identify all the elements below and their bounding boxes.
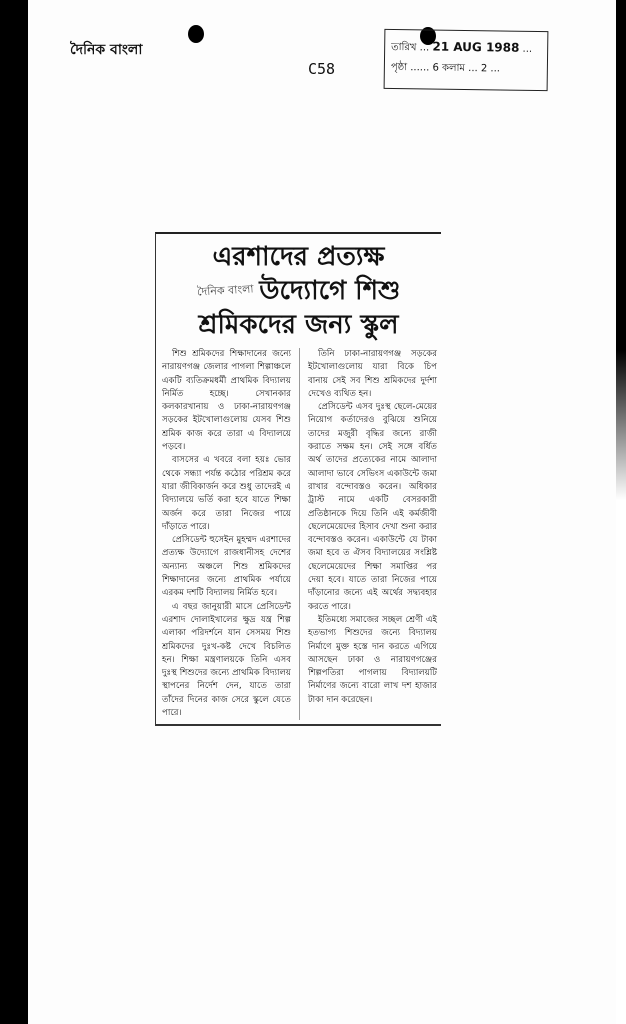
scan-edge-left [0, 0, 28, 1024]
headline-line: শ্রমিকদের জন্য স্কুল [198, 310, 399, 340]
news-clipping [155, 232, 441, 726]
clipping-code: C58 [308, 60, 336, 78]
date-value: 21 AUG 1988 [432, 39, 520, 55]
paragraph: তিনি ঢাকা-নারায়ণগঞ্জ সড়কের ইটখোলাগুলোয় যারা বিকে চিপ বানায় সেই সব শিশু শ্রমিকদের দুর্দশা দেখেও ব্যথিত হন। [308, 349, 437, 399]
paragraph: এ বছর জানুয়ারী মাসে প্রেসিডেন্ট এরশাদ দোলাইখালের ক্ষুদ্র যন্ত্র শিল্প এলাকা পরিদর্শনে যান সেসময় শিশু শ্রমিকদের দুঃখ-কষ্ট দেখে বিচলিত হন। শিক্ষা মন্ত্রণালয়কে তিনি এসব দুঃস্থ শিশুদের জন্যে প্রাথমিক বিদ্যালয় স্থাপনের নির্দেশ দেন, যাতে তারা তাঁদের দিনের কাজ সেরে স্কুলে যেতে পারে। [162, 601, 291, 719]
article-column-left [162, 348, 291, 720]
headline-line: এরশাদের প্রত্যক্ষ [212, 242, 385, 272]
column-value: 2 [480, 63, 488, 75]
paragraph: প্রেসিডেন্ট হুসেইন মুহম্মদ এরশাদের প্রত্যক্ষ উদ্যোগে রাজধানীসহ দেশের অন্যান্য অঞ্চলে শিশু শ্রমিকদের শিক্ষাদানের জন্যে প্রাথমিক পর্যায়ে এরকম দশটি বিদ্যালয় নির্মিত হবে। [162, 535, 291, 599]
headline [156, 234, 441, 342]
handwritten-note: দৈনিক বাংলা [196, 282, 254, 299]
column-label: কলাম [442, 62, 466, 74]
paragraph: প্রেসিডেন্ট এসব দুঃস্থ ছেলে-মেয়ের নিয়োগ কর্তাদেরও বুঝিয়ে শুনিয়ে তাদের মজুরী বৃদ্ধির জন্যে রাজী করাতে সক্ষম হন। সেই সঙ্গে বর্ধিত অর্থ তাদের প্রত্যেকের নামে আলাদা আলাদা ভাবে সেভিংস একাউন্টে জমা রাখার বন্দোবস্তও করেন। অধিকার ট্রাস্ট নামে একটি বেসরকারী প্রতিষ্ঠানকে দিয়ে তিনি এই কর্মজীবী ছেলেমেয়েদের হিসাব দেখা শুনা করার বন্দোবস্তও করেন। একাউন্টে যে টাকা জমা হবে ত ঐসব বিদ্যালয়ের সংশ্লিষ্ট ছেলেমেয়েদের শিক্ষা সমাপ্তির পর দেয়া হবে। যাতে তারা নিজের পায়ে দাঁড়ানোর জন্যে এই অর্থের সদ্ব্যবহার করতে পারে। [308, 402, 437, 612]
headline-line: উদ্যোগে শিশু [259, 276, 401, 306]
column-divider [299, 348, 300, 720]
paragraph: ইতিমধ্যে সমাজের সচ্ছল শ্রেণী এই হতভাগ্য শিশুদের জন্যে বিদ্যালয় নির্মাণে মুক্ত হস্তে দান করতে এগিয়ে আসছেন ঢাকা ও নারায়ণগঞ্জের শিল্পপতিরা পাগলায় বিদ্যালয়টি নির্মাণের জন্যে বারো লাখ দশ হাজার টাকা দান করেছেন। [308, 614, 437, 705]
page-label: পৃষ্ঠা [390, 61, 408, 74]
headline-row [156, 274, 441, 308]
punch-hole [188, 25, 204, 43]
article-body [156, 342, 441, 720]
newspaper-name-stamp: দৈনিক বাংলা [70, 42, 143, 58]
date-stamp-box: তারিখ ... 21 AUG 1988 ... পৃষ্ঠা ...... 6 কলাম ... 2 ... [384, 29, 549, 91]
paragraph: শিশু শ্রমিকদের শিক্ষাদানের জন্যে নারায়ণগঞ্জ জেলার পাগলা শিল্পাঞ্চলে একটি ব্যতিক্রমধর্মী প্রাথমিক বিদ্যালয় নির্মিত হচ্ছে। সেখানকার কলকারখানায় ও ঢাকা-নারায়ণগঞ্জ সড়কের ইটখোলাগুলোয় যেসব শিশু শ্রমিক কাজ করে তারা এ বিদ্যালয়ে পড়বে। [162, 349, 291, 453]
date-label: তারিখ [391, 41, 417, 54]
paragraph: বাসসের এ খবরে বলা হয়ঃ ভোর থেকে সন্ধ্যা পর্যন্ত কঠোর পরিশ্রম করে যারা জীবিকার্জন করে শুধু তাদেরই এ বিদ্যালয়ে ভর্তি করা হবে যাতে শিক্ষা অর্জন করে তারা নিজের পায়ে দাঁড়াতে পারে। [162, 455, 291, 532]
page-value: 6 [432, 62, 439, 74]
article-column-right [308, 348, 437, 720]
